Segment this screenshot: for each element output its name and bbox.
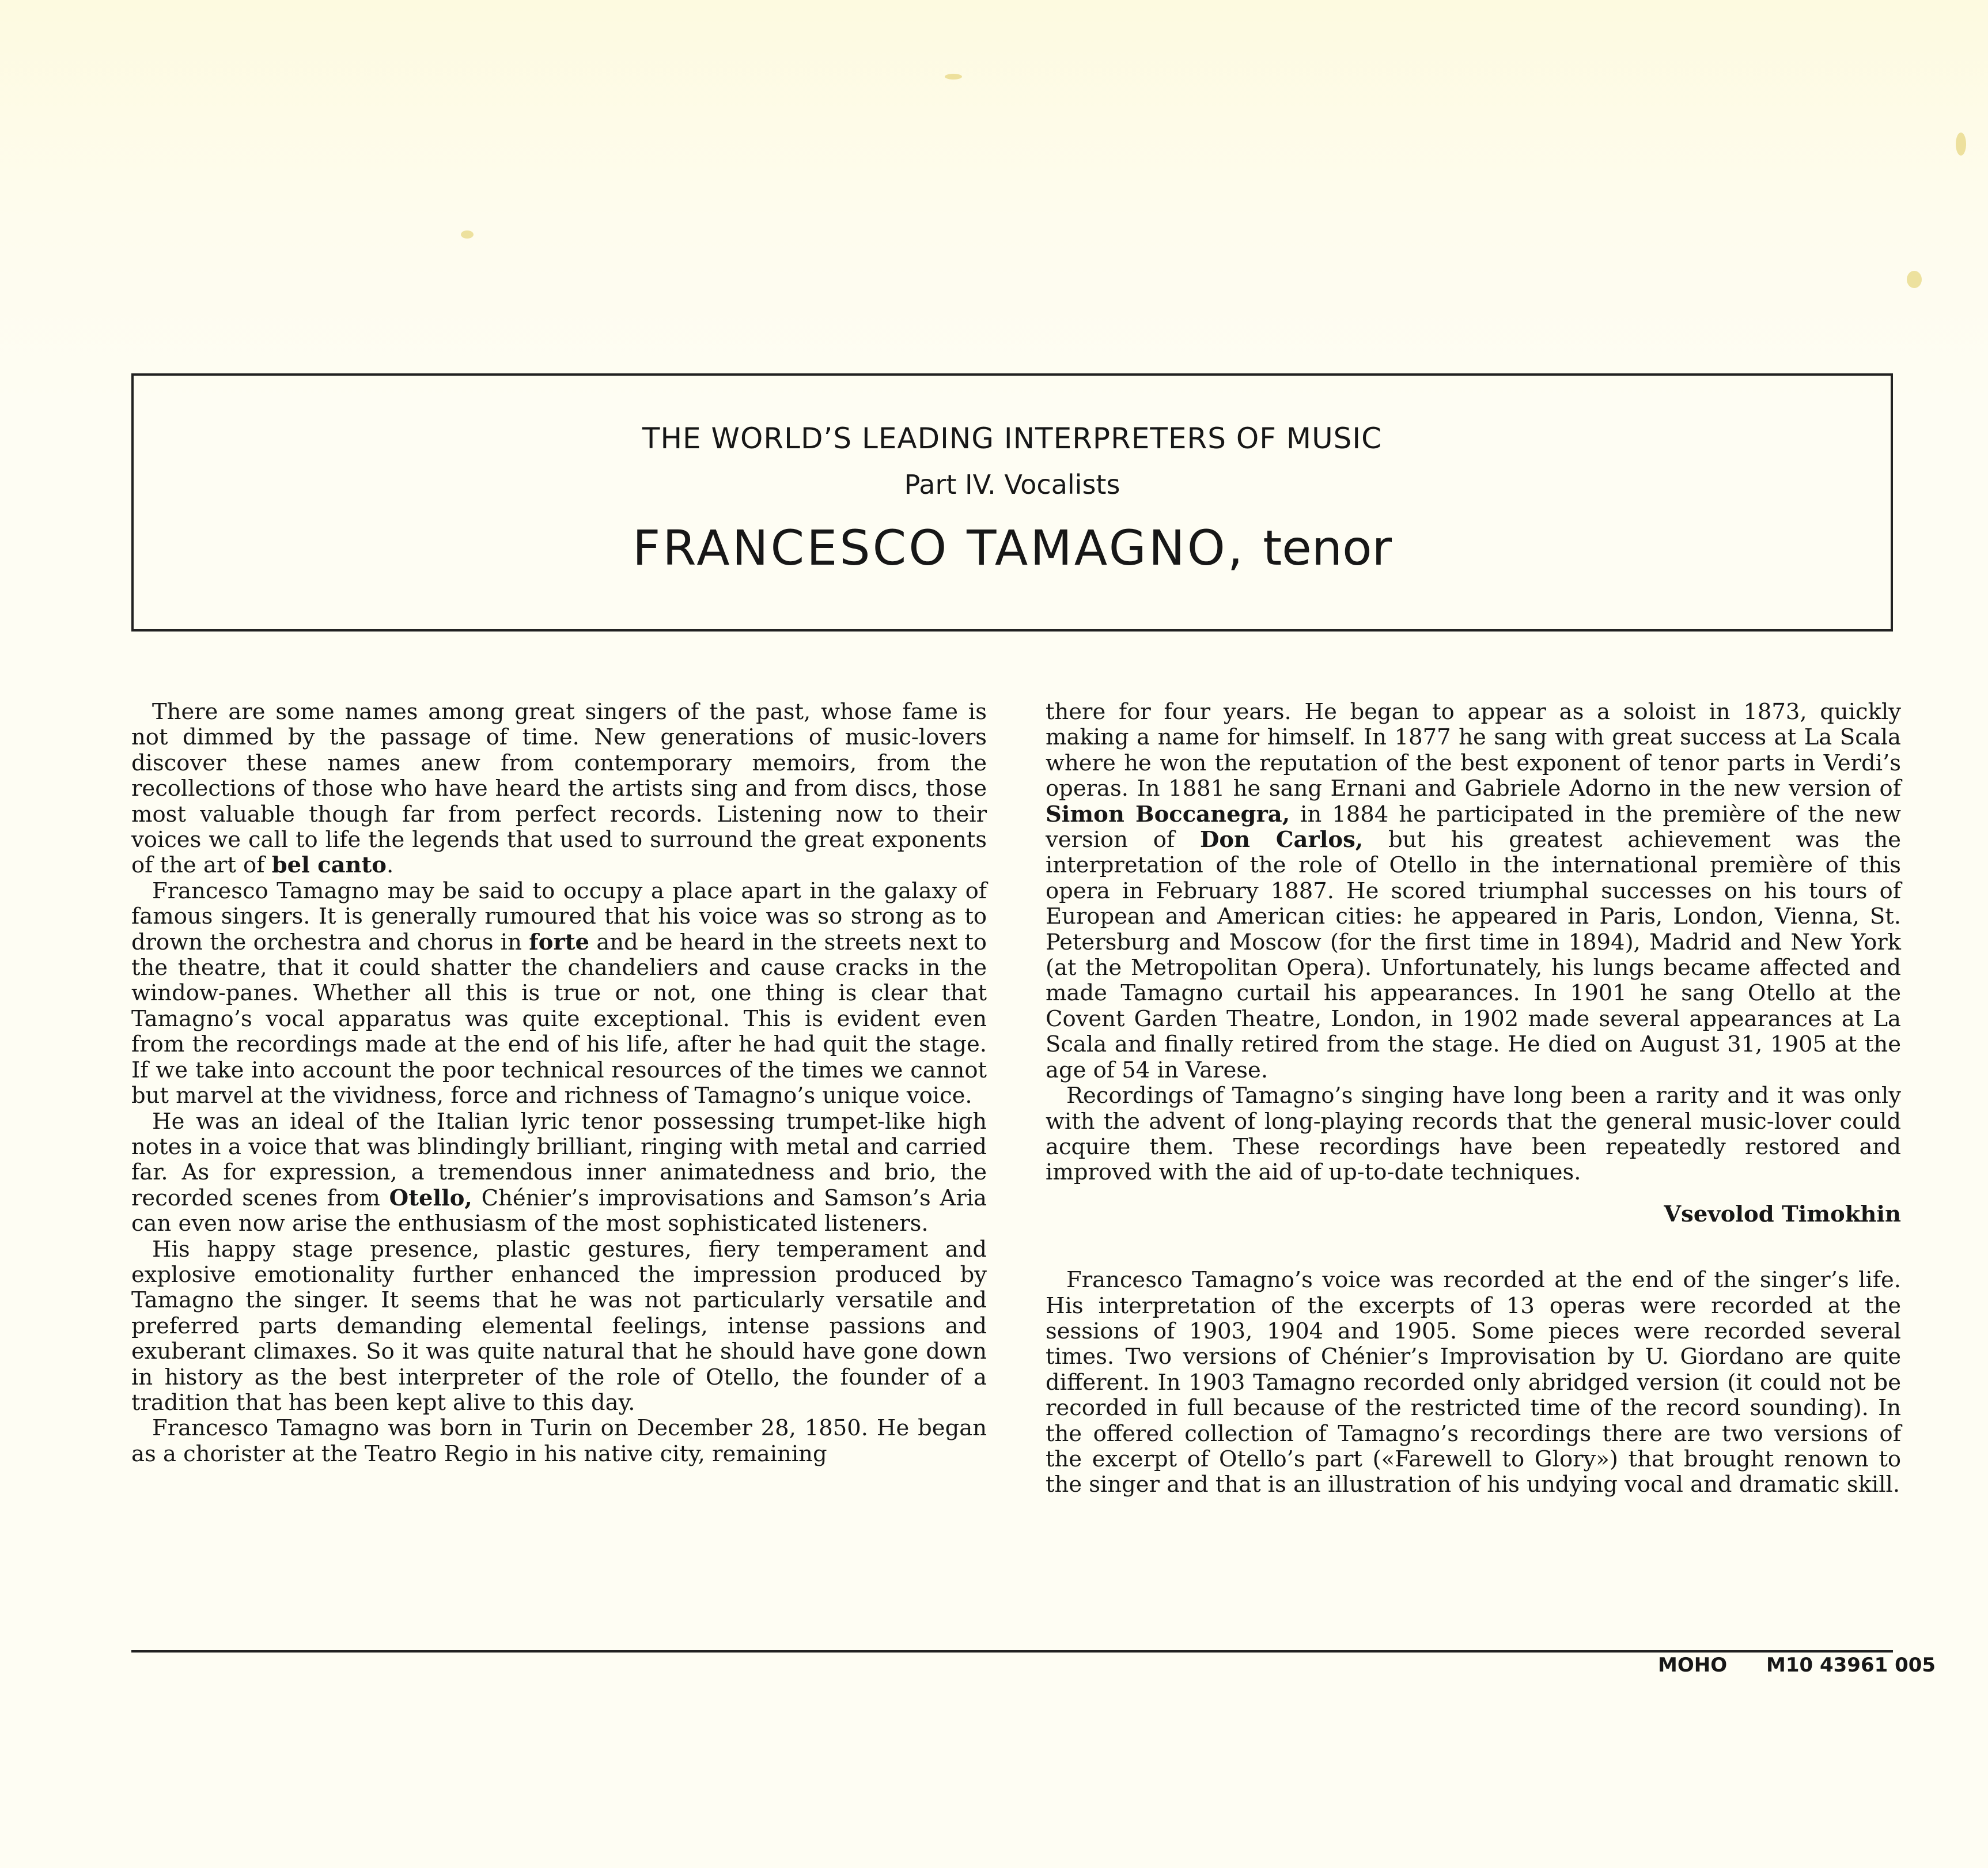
paper-speck: [1907, 271, 1922, 288]
paragraph: Recordings of Tamagno’s singing have long been a rarity and it was only with the advent of long-playing records that the general music-lover could acquire them. These recordings have been repeatedly restored and improved with the aid of up-to-date techniques.: [1046, 1083, 1901, 1186]
bold-term: Otello,: [389, 1185, 472, 1211]
paragraph: Francesco Tamagno’s voice was recorded at the end of the singer’s life. His interpretation of the excerpts of 13 operas were recorded at the sessions of 1903, 1904 and 1905. Some pieces were recorded several times. Two versions of Chénier’s Improvisation by U. Giordano are quite different. In 1903 Tamagno recorded only abridged version (it could not be recorded in full because of the restricted time of the record sounding). In the offered collection of Tamagno’s recordings there are two versions of the excerpt of Otello’s part («Farewell to Glory») that brought renown to the singer and that is an illustration of his undying vocal and dramatic skill.: [1046, 1267, 1901, 1498]
header-box: [131, 373, 1893, 632]
footer-rule: [131, 1650, 1893, 1653]
singer-name: FRANCESCO TAMAGNO,: [632, 520, 1245, 576]
author-signature: Vsevolod Timokhin: [1664, 1201, 1901, 1227]
part-title: Part IV. Vocalists: [904, 469, 1120, 500]
paragraph: Francesco Tamagno may be said to occupy a place apart in the galaxy of famous singers. It is generally rumoured that his voice was so strong as to drown the orchestra and chorus in forte and be heard in the streets next to the theatre, that it could shatter the chandeliers and cause cracks in the window-panes. Whether all this is true or not, one thing is clear that Tamagno’s vocal apparatus was quite exceptional. This is evident even from the recordings made at the end of his life, after he had quit the stage. If we take into account the poor technical resources of the times we cannot but marvel at the vividness, force and richness of Tamagno’s unique voice.: [131, 878, 987, 1109]
paragraph: His happy stage presence, plastic gestures, fiery temperament and explosive emotionality further enhanced the impression produced by Tamagno the singer. It seems that he was not particularly versatile and preferred parts demanding elemental feelings, intense passions and exuberant climaxes. So it was quite natural that he should have gone down in history as the best interpreter of the role of Otello, the founder of a tradition that has been kept alive to this day.: [131, 1236, 987, 1416]
paragraph: Francesco Tamagno was born in Turin on December 28, 1850. He began as a chorister at the Teatro Regio in his native city, remaining: [131, 1415, 987, 1467]
paragraph: there for four years. He began to appear as a soloist in 1873, quickly making a name for himself. In 1877 he sang with great success at La Scala where he won the reputation of the best exponent of tenor parts in Verdi’s operas. In 1881 he sang Ernani and Gabriele Adorno in the new version of Simon Boccanegra, in 1884 he participated in the première of the new version of Don Carlos, but his greatest achievement was the interpretation of the role of Otello in the international première of this opera in February 1887. He scored triumphal successes on his tours of European and American cities: he appeared in Paris, London, Vienna, St. Petersburg and Moscow (for the first time in 1894), Madrid and New York (at the Metropolitan Opera). Unfortunately, his lungs became affected and made Tamagno curtail his appearances. In 1901 he sang Otello at the Covent Garden Theatre, London, in 1902 made several appearances at La Scala and finally retired from the stage. He died on August 31, 1905 at the age of 54 in Varese.: [1046, 699, 1902, 1083]
bold-term: bel canto: [271, 852, 387, 879]
paper-speck: [945, 74, 962, 80]
bold-term: Simon Boccanegra,: [1046, 801, 1290, 827]
left-column: [131, 699, 987, 1467]
right-column: [1046, 699, 1901, 1498]
paragraph: He was an ideal of the Italian lyric tenor possessing trumpet-like high notes in a voice that was blindingly brilliant, ringing with metal and carried far. As for expression, a tremendous inner animatedness and brio, the recorded scenes from Otello, Chénier’s improvisations and Samson’s Aria can even now arise the enthusiasm of the most sophisticated listeners.: [131, 1108, 987, 1237]
footer-brand: МОНО: [1658, 1654, 1728, 1677]
bold-term: forte: [529, 929, 590, 955]
paper-speck: [461, 230, 474, 239]
series-title: THE WORLD’S LEADING INTERPRETERS OF MUSIC: [642, 422, 1383, 455]
paper-background: [0, 0, 1988, 403]
voice-type: tenor: [1263, 520, 1392, 576]
paper-speck: [1956, 133, 1966, 156]
main-title: [134, 520, 1891, 576]
catalog-number: М10 43961 005: [1766, 1654, 1936, 1677]
bold-term: Don Carlos,: [1199, 827, 1364, 853]
paragraph: There are some names among great singers of the past, whose fame is not dimmed by the passage of time. New generations of music-lovers discover these names anew from contemporary memoirs, from the recollections of those who have heard the artists sing and from discs, those most valuable though far from perfect records. Listening now to their voices we call to life the legends that used to surround the great exponents of the art of bel canto.: [131, 699, 987, 879]
